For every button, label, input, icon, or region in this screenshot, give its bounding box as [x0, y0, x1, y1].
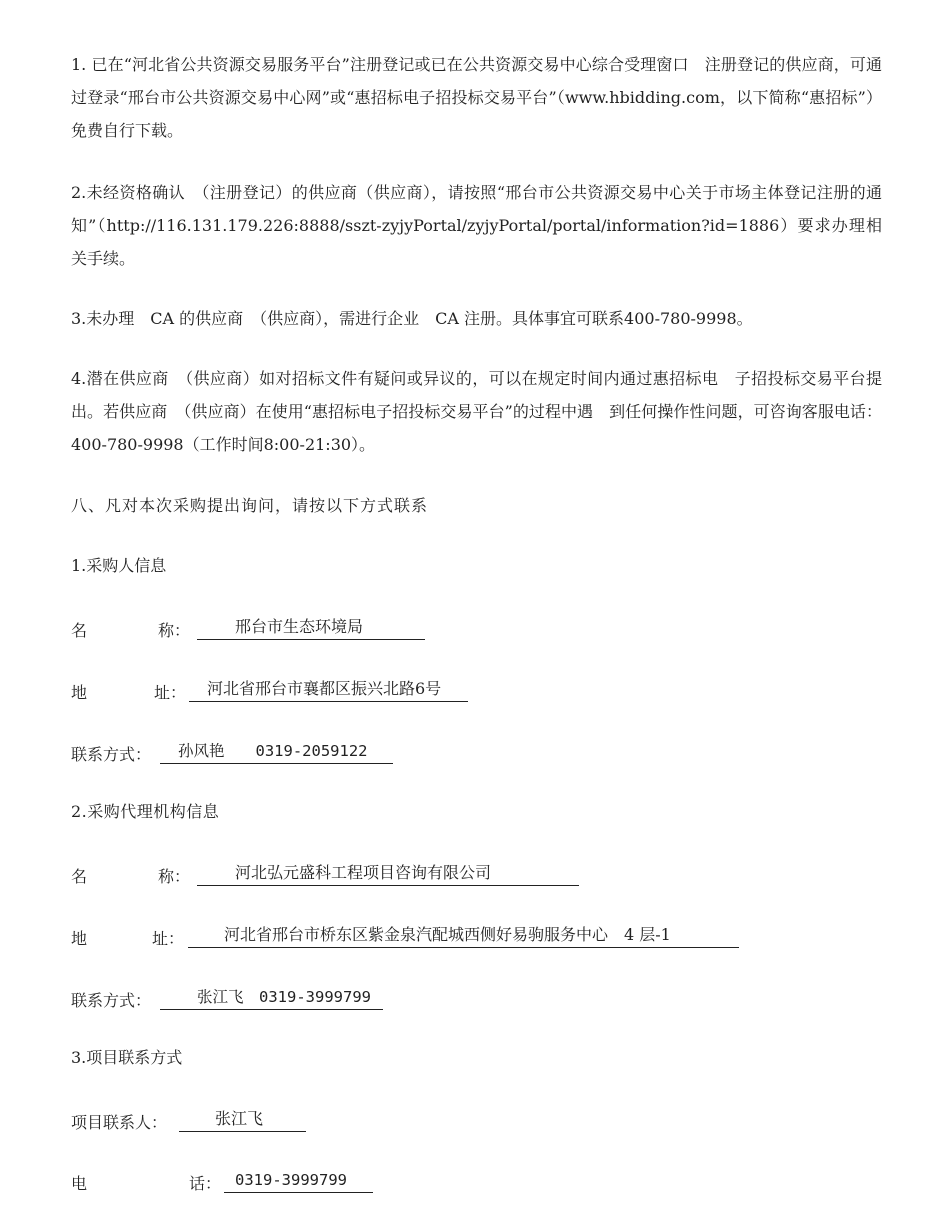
note-1: 1. 已在“河北省公共资源交易服务平台”注册登记或已在公共资源交易中心综合受理窗口 注册登记的供应商，可通过登录“邢台市公共资源交易中心网”或“惠招标电子招投标交易平台”（www.hbidding.com，以下简称“惠招标”）免费自行下载。 — [71, 55, 882, 140]
purchaser-contact-row — [71, 738, 411, 766]
project-phone-row: 电 话： 0319-3999799 — [71, 1167, 381, 1195]
agency-name-row: 名 称： 河北弘元盛科工程项目咨询有限公司 — [71, 860, 591, 888]
section-title: 八、凡对本次采购提出询问，请按以下方式联系 — [71, 496, 429, 515]
purchaser-address-value: 河北省邢台市襄都区振兴北路6号 — [189, 676, 468, 702]
note-4: 4.潜在供应商 （供应商）如对招标文件有疑问或异议的，可以在规定时间内通过惠招标电 子招投标交易平台提出。若供应商 （供应商）在使用“惠招标电子招投标交易平台”的过程中遇 到任何操作性问题，可咨询客服电话：400-780-9998（工作时间8:00-21:30）。 — [71, 369, 882, 454]
agency-address-row: 地 址： 河北省邢台市桥东区紫金泉汽配城西侧好易驹服务中心 4 层-1 — [71, 922, 751, 950]
agency-heading: 2.采购代理机构信息 — [71, 802, 220, 821]
purchaser-name-row: 名 称： 邢台市生态环境局 — [71, 614, 471, 642]
agency-contact-value: 张江飞 0319-3999799 — [160, 984, 383, 1010]
project-heading: 3.项目联系方式 — [71, 1048, 183, 1067]
purchaser-contact-value: 孙风艳 0319-2059122 — [160, 738, 393, 764]
agency-contact-label: 联系方式： — [71, 991, 152, 1010]
agency-contact-row — [71, 984, 401, 1012]
purchaser-heading: 1.采购人信息 — [71, 556, 167, 575]
purchaser-contact-label: 联系方式： — [71, 745, 152, 764]
note-3: 3.未办理 CA 的供应商 （供应商），需进行企业 CA 注册。具体事宜可联系400-780-9998。 — [71, 309, 753, 328]
purchaser-address-row: 地 址： 河北省邢台市襄都区振兴北路6号 — [71, 676, 491, 704]
agency-address-value: 河北省邢台市桥东区紫金泉汽配城西侧好易驹服务中心 4 层-1 — [188, 922, 739, 948]
project-person-row — [71, 1106, 321, 1134]
purchaser-name-value: 邢台市生态环境局 — [197, 614, 425, 640]
agency-name-value: 河北弘元盛科工程项目咨询有限公司 — [197, 860, 579, 886]
project-person-label: 项目联系人： — [71, 1113, 168, 1132]
project-person-value: 张江飞 — [179, 1106, 306, 1132]
project-phone-value: 0319-3999799 — [224, 1167, 373, 1193]
note-2: 2.未经资格确认 （注册登记）的供应商（供应商），请按照“邢台市公共资源交易中心关于市场主体登记注册的通知”（http://116.131.179.226:8888/sszt-zyjyPortal/zyjyPortal/portal/information?id=1886）要求办理相 关手续。 — [71, 183, 899, 268]
